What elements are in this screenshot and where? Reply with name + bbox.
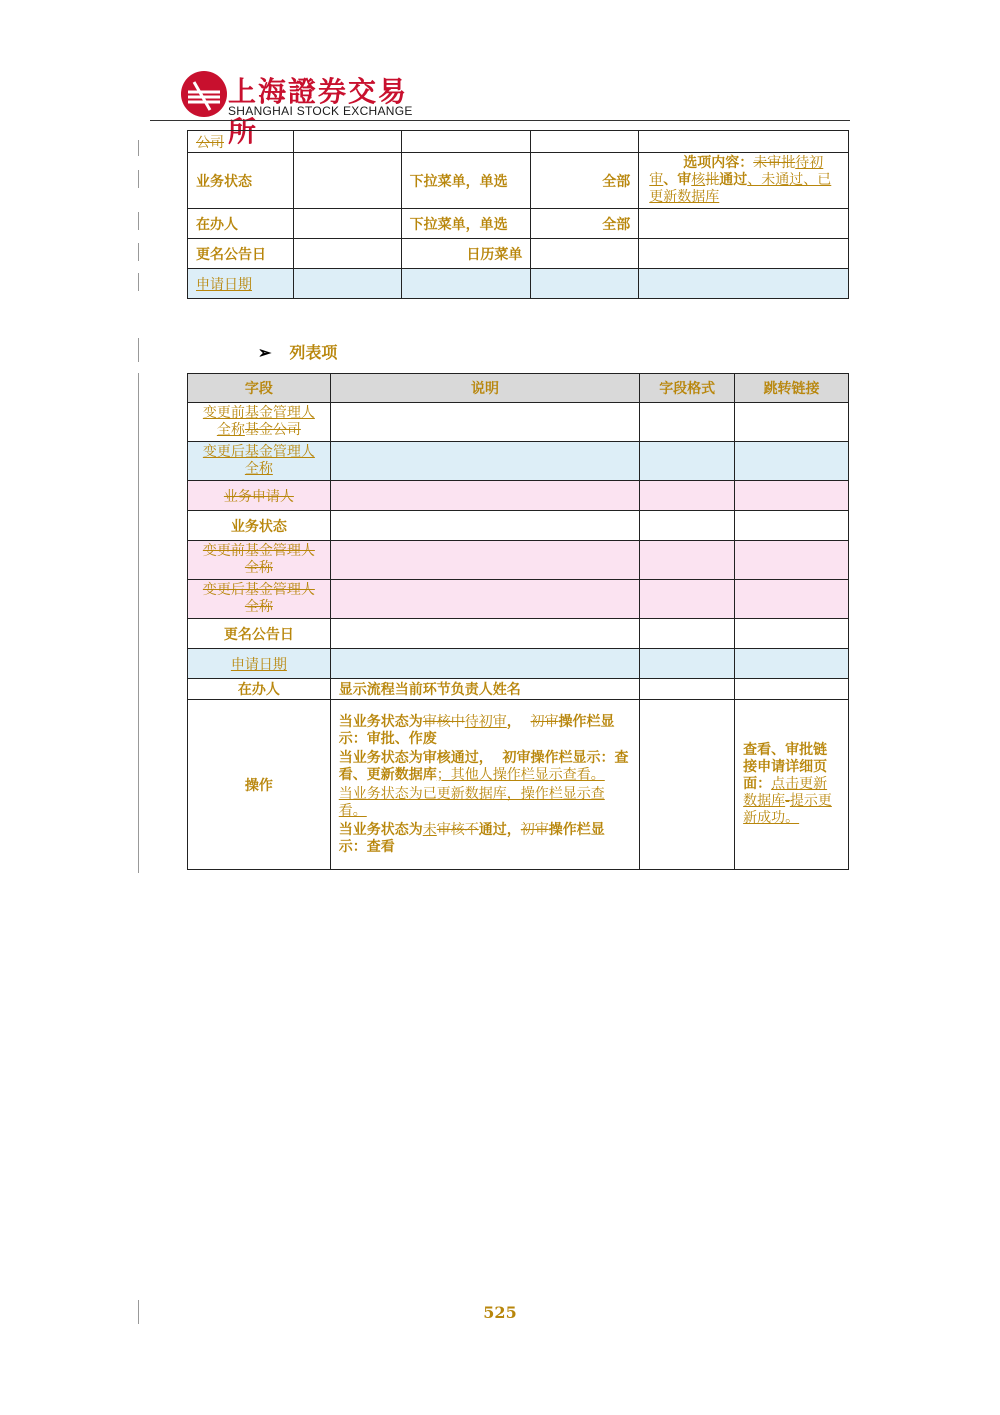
field-cell: 在办人 [188,679,331,700]
column-header: 跳转链接 [735,374,849,403]
table-header-row [188,374,849,403]
field-cell: 业务状态 [188,511,331,541]
field-cell: 操作 [188,700,331,870]
revision-bar [138,140,139,156]
control-type: 下拉菜单，单选 [401,153,531,209]
field-cell: 更名公告日 [188,619,331,649]
description-cell: 当业务状态为审核中待初审， 初审操作栏显示：审批、作废 当业务状态为审核通过， 初审操作栏显示：查看、更新数据库；其他人操作栏显示查看。 当业务状态为已更新数据库，操作栏显示查看。 当业务状态为未审核不通过，初审操作栏显示：查看 [330,700,640,870]
field-label: 申请日期 [188,269,294,299]
table-row [188,580,849,619]
revision-bar [138,273,139,291]
field-label: 业务状态 [188,153,294,209]
column-header: 字段 [188,374,331,403]
field-label: 在办人 [188,209,294,239]
options-note: 选项内容：未审批待初审、审核批通过、未通过、已更新数据库 [639,153,849,209]
table-row [188,209,849,239]
table-row [188,619,849,649]
query-criteria-table [187,130,849,299]
field-cell: 业务申请人 [188,481,331,511]
table-row [188,679,849,700]
revision-bar [138,170,139,188]
control-type: 下拉菜单，单选 [401,209,531,239]
column-header: 字段格式 [640,374,735,403]
table-row [188,131,849,153]
column-header: 说明 [330,374,640,403]
table-row [188,403,849,442]
section-title: ➢ 列表项 [258,343,338,362]
revision-bar [138,243,139,261]
logo-chinese-name: 上海證券交易所 [228,75,409,148]
field-cell: 申请日期 [188,649,331,679]
table-row [188,239,849,269]
table-row [188,511,849,541]
revision-bar [138,212,139,230]
page-number: 525 [483,1303,517,1322]
field-cell: 变更后基金管理人全称 [188,442,331,481]
default-value: 全部 [531,153,639,209]
table-row [188,442,849,481]
table-row [188,649,849,679]
table-row [188,269,849,299]
link-cell: 查看、审批链接申请详细页面：点击更新数据库-提示更新成功。 [735,700,849,870]
sse-emblem-icon [180,70,228,118]
default-value: 全部 [531,209,639,239]
field-cell: 变更前基金管理人全称 [188,541,331,580]
field-cell: 变更后基金管理人全称 [188,580,331,619]
field-cell: 变更前基金管理人全称基金公司 [188,403,331,442]
table-row [188,481,849,511]
table-row [188,541,849,580]
table-row [188,700,849,870]
table-row [188,153,849,209]
revision-bar [138,373,139,873]
logo-english-name: SHANGHAI STOCK EXCHANGE [228,104,413,118]
header-divider [150,120,850,121]
list-items-table [187,373,849,870]
description-cell: 显示流程当前环节负责人姓名 [330,679,640,700]
revision-bar [138,338,139,362]
field-label: 更名公告日 [188,239,294,269]
arrow-bullet-icon: ➢ [258,343,272,362]
control-type: 日历菜单 [401,239,531,269]
field-label: 公司 [188,131,294,153]
